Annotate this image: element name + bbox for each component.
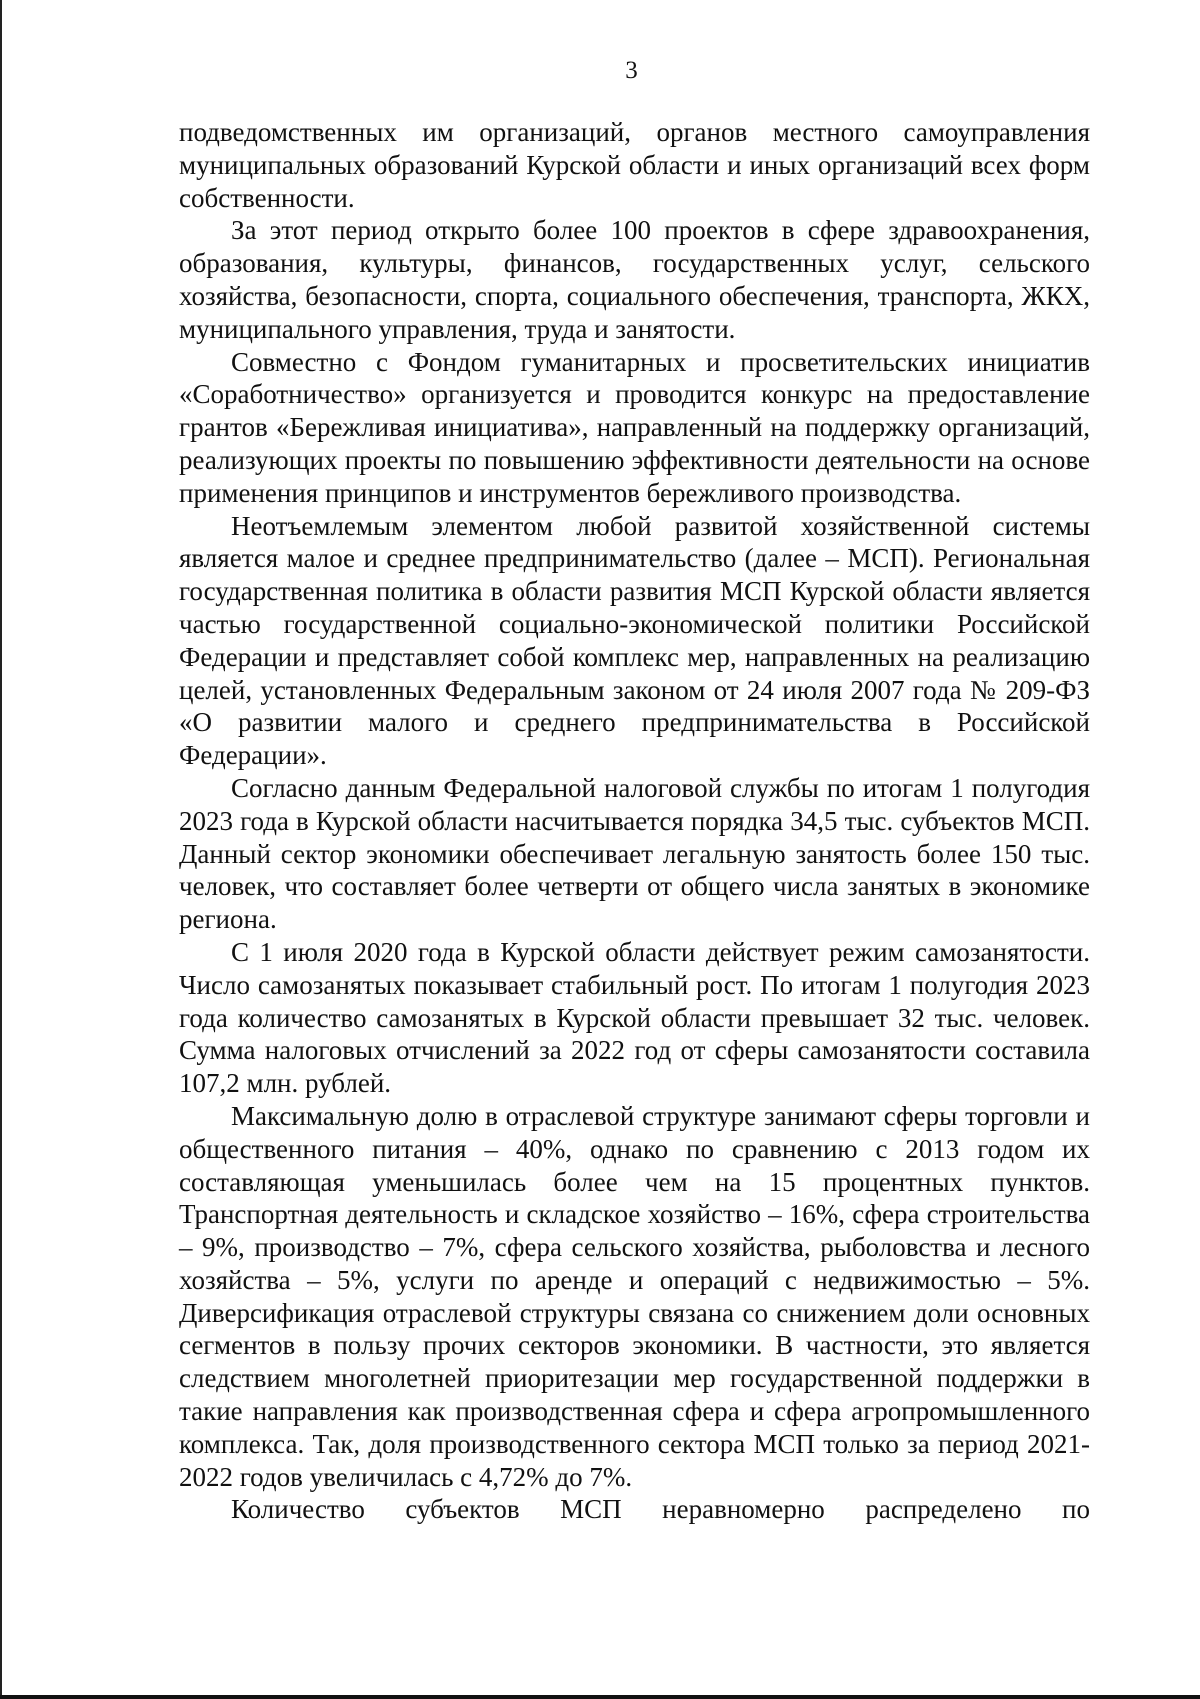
page-number: 3	[625, 57, 638, 84]
paragraph-grants: Совместно с Фондом гуманитарных и просветительских инициатив «Соработничество» организуется и проводится конкурс на предоставление грантов «Бережливая инициатива», направленный на поддержку организаций, реализующих проекты по повышению эффективности деятельности на основе применения принципов и инструментов бережливого производства.	[179, 346, 1090, 508]
scan-edge-left	[0, 0, 2, 1699]
paragraph-tax-data: Согласно данным Федеральной налоговой службы по итогам 1 полугодия 2023 года в Курской области насчитывается порядка 34,5 тыс. субъектов МСП. Данный сектор экономики обеспечивает легальную занятость более 150 тыс. человек, что составляет более четверти от общего числа занятых в экономике региона.	[179, 772, 1090, 935]
paragraph-self-employment: С 1 июля 2020 года в Курской области действует режим самозанятости. Число самозанятых показывает стабильный рост. По итогам 1 полугодия 2023 года количество самозанятых в Курской области превышает 32 тыс. человек. Сумма налоговых отчислений за 2022 год от сферы самозанятости составила 107,2 млн. рублей.	[179, 936, 1090, 1099]
paragraph-industry-structure: Максимальную долю в отраслевой структуре занимают сферы торговли и общественного питания – 40%, однако по сравнению с 2013 годом их составляющая уменьшилась более чем на 15 процентных пунктов. Транспортная деятельность и складское хозяйство – 16%, сфера строительства – 9%, производство – 7%, сфера сельского хозяйства, рыболовства и лесного хозяйства – 5%, услуги по аренде и операций с недвижимостью – 5%. Диверсификация отраслевой структуры связана со снижением доли основных сегментов в пользу прочих секторов экономики. В частности, это является следствием многолетней приоритезации мер государственной поддержки в такие направления как производственная сфера и сфера агропромышленного комплекса. Так, доля производственного сектора МСП только за период 2021-2022 годов увеличилась с 4,72% до 7%.	[179, 1100, 1090, 1492]
paragraph-continuation: подведомственных им организаций, органов местного самоуправления муниципальных образований Курской области и иных организаций всех форм собственности.	[179, 117, 1090, 213]
paragraph-distribution: Количество субъектов МСП неравномерно распределено по	[231, 1494, 1090, 1525]
paragraph-msp-policy: Неотъемлемым элементом любой развитой хозяйственной системы является малое и среднее предпринимательство (далее – МСП). Региональная государственная политика в области развития МСП Курской области является частью государственной социально-экономической политики Российской Федерации и представляет собой комплекс мер, направленных на реализацию целей, установленных Федеральным законом от 24 июля 2007 года № 209-ФЗ «О развитии малого и среднего предпринимательства в Российской Федерации».	[179, 510, 1090, 771]
scan-edge-bottom	[0, 1695, 1200, 1699]
paragraph-projects: За этот период открыто более 100 проектов в сфере здравоохранения, образования, культуры, финансов, государственных услуг, сельского хозяйства, безопасности, спорта, социального обеспечения, транспорта, ЖКХ, муниципального управления, труда и занятости.	[179, 215, 1090, 344]
document-body	[179, 116, 1090, 1526]
